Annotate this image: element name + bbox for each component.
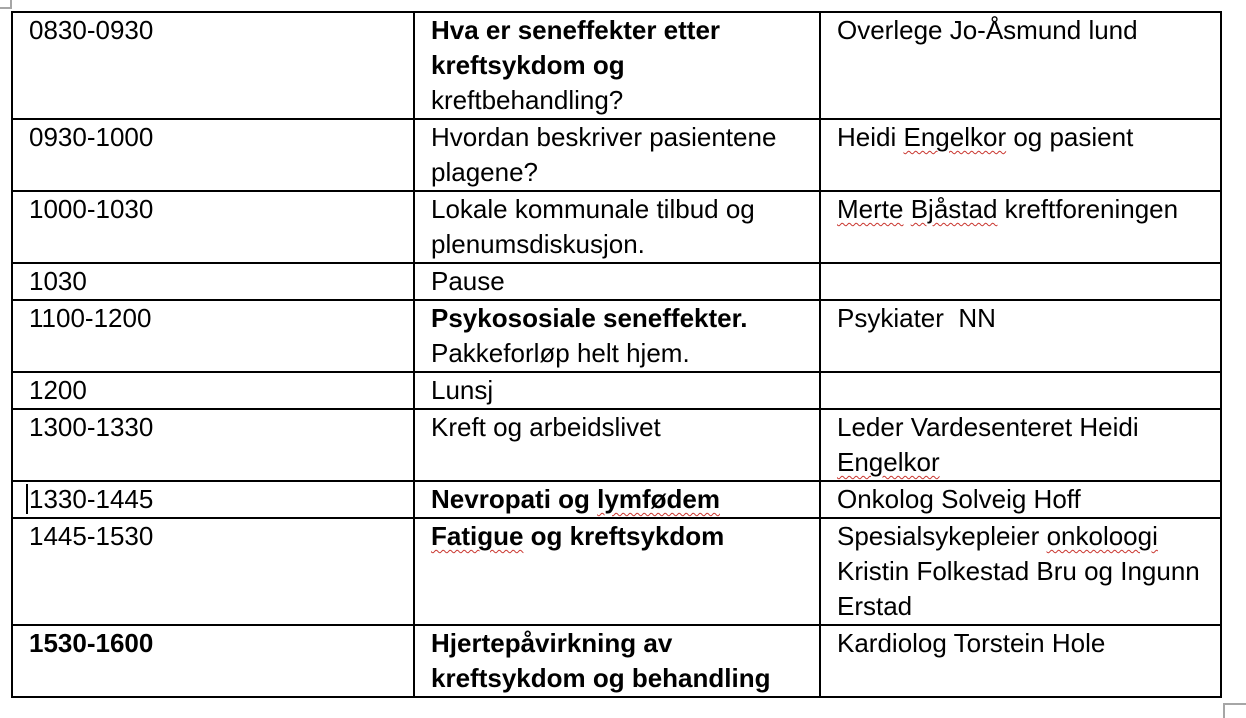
text-line bbox=[29, 301, 407, 336]
time-cell[interactable] bbox=[13, 482, 415, 517]
topic-cell[interactable] bbox=[415, 626, 821, 696]
text-line bbox=[837, 482, 1214, 517]
text-run: og pasient bbox=[1006, 122, 1134, 152]
text-run: Kardiolog Torstein Hole bbox=[837, 628, 1106, 658]
text-run: Lokale kommunale tilbud og bbox=[431, 194, 755, 224]
text-line bbox=[29, 120, 407, 155]
text-run: 1445-1530 bbox=[29, 521, 154, 551]
text-run: Hva er seneffekter etter bbox=[431, 15, 721, 45]
time-cell[interactable] bbox=[13, 301, 415, 371]
speaker-cell[interactable] bbox=[821, 626, 1220, 696]
text-run: kreftsykdom og bbox=[431, 50, 625, 80]
text-line bbox=[837, 120, 1214, 155]
topic-cell[interactable] bbox=[415, 264, 821, 299]
text-line bbox=[431, 482, 813, 517]
text-line bbox=[837, 301, 1214, 336]
misspelled-text-run: Merte bbox=[837, 194, 904, 224]
speaker-cell[interactable] bbox=[821, 120, 1220, 190]
topic-cell[interactable] bbox=[415, 519, 821, 624]
text-run: kreftbehandling? bbox=[431, 85, 624, 115]
text-line bbox=[837, 13, 1214, 48]
text-line bbox=[431, 626, 813, 661]
text-run: Kristin Folkestad Bru og Ingunn bbox=[837, 556, 1200, 586]
table-row bbox=[13, 626, 1220, 696]
table-move-handle-icon[interactable] bbox=[0, 0, 12, 9]
text-line bbox=[837, 554, 1214, 589]
time-cell[interactable] bbox=[13, 373, 415, 408]
time-cell[interactable] bbox=[13, 13, 415, 118]
text-run: kreftforeningen bbox=[997, 194, 1179, 224]
text-line bbox=[29, 192, 407, 227]
topic-cell[interactable] bbox=[415, 410, 821, 480]
text-line bbox=[837, 445, 1214, 480]
text-line bbox=[431, 155, 813, 190]
text-line bbox=[29, 264, 407, 299]
text-line bbox=[431, 519, 813, 554]
text-line bbox=[431, 48, 813, 83]
misspelled-text-run: onkoloogi bbox=[1046, 521, 1158, 551]
misspelled-text-run: Bjåstad bbox=[910, 194, 998, 224]
text-line bbox=[431, 192, 813, 227]
text-line bbox=[837, 192, 1214, 227]
time-cell[interactable] bbox=[13, 410, 415, 480]
text-line bbox=[431, 120, 813, 155]
text-run: Kreft og arbeidslivet bbox=[431, 412, 661, 442]
topic-cell[interactable] bbox=[415, 192, 821, 262]
speaker-cell[interactable] bbox=[821, 264, 1220, 299]
text-run: 0930-1000 bbox=[29, 122, 154, 152]
text-run: Hvordan beskriver pasientene bbox=[431, 122, 777, 152]
table-row bbox=[13, 373, 1220, 410]
text-run: Spesialsykepleier bbox=[837, 521, 1047, 551]
time-cell[interactable] bbox=[13, 192, 415, 262]
text-run: Pause bbox=[431, 266, 505, 296]
speaker-cell[interactable] bbox=[821, 373, 1220, 408]
text-run: Leder Vardesenteret Heidi bbox=[837, 412, 1139, 442]
speaker-cell[interactable] bbox=[821, 519, 1220, 624]
text-line bbox=[837, 626, 1214, 661]
text-run: og kreftsykdom bbox=[523, 521, 725, 551]
text-run: Lunsj bbox=[431, 375, 494, 405]
table-row bbox=[13, 410, 1220, 482]
text-line bbox=[431, 661, 813, 696]
text-line bbox=[29, 410, 407, 445]
speaker-cell[interactable] bbox=[821, 301, 1220, 371]
table-row bbox=[13, 13, 1220, 120]
text-run: kreftsykdom og behandling bbox=[431, 663, 771, 693]
text-run: Pakkeforløp helt hjem. bbox=[431, 338, 690, 368]
text-run: plagene? bbox=[431, 157, 538, 187]
topic-cell[interactable] bbox=[415, 373, 821, 408]
table-row bbox=[13, 120, 1220, 192]
text-line bbox=[837, 519, 1214, 554]
table-row bbox=[13, 301, 1220, 373]
speaker-cell[interactable] bbox=[821, 13, 1220, 118]
table-row bbox=[13, 264, 1220, 301]
misspelled-text-run: Engelkor bbox=[903, 122, 1007, 152]
text-run: Psykiater NN bbox=[837, 303, 996, 333]
table-row bbox=[13, 519, 1220, 626]
text-run: 1330-1445 bbox=[29, 484, 154, 514]
text-line bbox=[431, 83, 813, 118]
topic-cell[interactable] bbox=[415, 482, 821, 517]
text-run: 1000-1030 bbox=[29, 194, 154, 224]
text-line bbox=[29, 13, 407, 48]
text-line bbox=[837, 589, 1214, 624]
table-row bbox=[13, 192, 1220, 264]
text-run: Psykososiale seneffekter. bbox=[431, 303, 748, 333]
text-run bbox=[903, 194, 910, 224]
time-cell[interactable] bbox=[13, 264, 415, 299]
time-cell[interactable] bbox=[13, 626, 415, 696]
text-line bbox=[29, 519, 407, 554]
misspelled-text-run: Engelkor bbox=[837, 447, 940, 477]
text-line bbox=[431, 13, 813, 48]
text-run: 1030 bbox=[29, 266, 87, 296]
text-line bbox=[431, 336, 813, 371]
time-cell[interactable] bbox=[13, 120, 415, 190]
text-line bbox=[29, 626, 407, 661]
text-run: Erstad bbox=[837, 591, 913, 621]
table-resize-handle-icon[interactable] bbox=[1223, 703, 1246, 718]
text-run: Heidi bbox=[837, 122, 904, 152]
text-line bbox=[431, 301, 813, 336]
topic-cell[interactable] bbox=[415, 120, 821, 190]
text-run: 1300-1330 bbox=[29, 412, 154, 442]
text-run: Hjertepåvirkning av bbox=[431, 628, 673, 658]
text-line bbox=[431, 264, 813, 299]
text-run: plenumsdiskusjon. bbox=[431, 229, 645, 259]
text-run: 1530-1600 bbox=[29, 628, 154, 658]
speaker-cell[interactable] bbox=[821, 192, 1220, 262]
text-run: 1200 bbox=[29, 375, 87, 405]
speaker-cell[interactable] bbox=[821, 482, 1220, 517]
text-run: Overlege Jo-Åsmund lund bbox=[837, 15, 1138, 45]
text-run: 0830-0930 bbox=[29, 15, 154, 45]
text-run: Onkolog Solveig Hoff bbox=[837, 484, 1081, 514]
topic-cell[interactable] bbox=[415, 301, 821, 371]
time-cell[interactable] bbox=[13, 519, 415, 624]
schedule-table bbox=[11, 11, 1222, 698]
table-row bbox=[13, 482, 1220, 519]
text-line bbox=[29, 482, 407, 517]
text-cursor bbox=[26, 484, 28, 514]
text-run: 1100-1200 bbox=[29, 303, 152, 333]
text-run: Nevropati og bbox=[431, 484, 598, 514]
text-line bbox=[431, 410, 813, 445]
misspelled-text-run: lymfødem bbox=[597, 484, 720, 514]
topic-cell[interactable] bbox=[415, 13, 821, 118]
text-line bbox=[431, 227, 813, 262]
text-line bbox=[837, 410, 1214, 445]
misspelled-text-run: Fatigue bbox=[431, 521, 524, 551]
text-line bbox=[29, 373, 407, 408]
speaker-cell[interactable] bbox=[821, 410, 1220, 480]
text-line bbox=[431, 373, 813, 408]
